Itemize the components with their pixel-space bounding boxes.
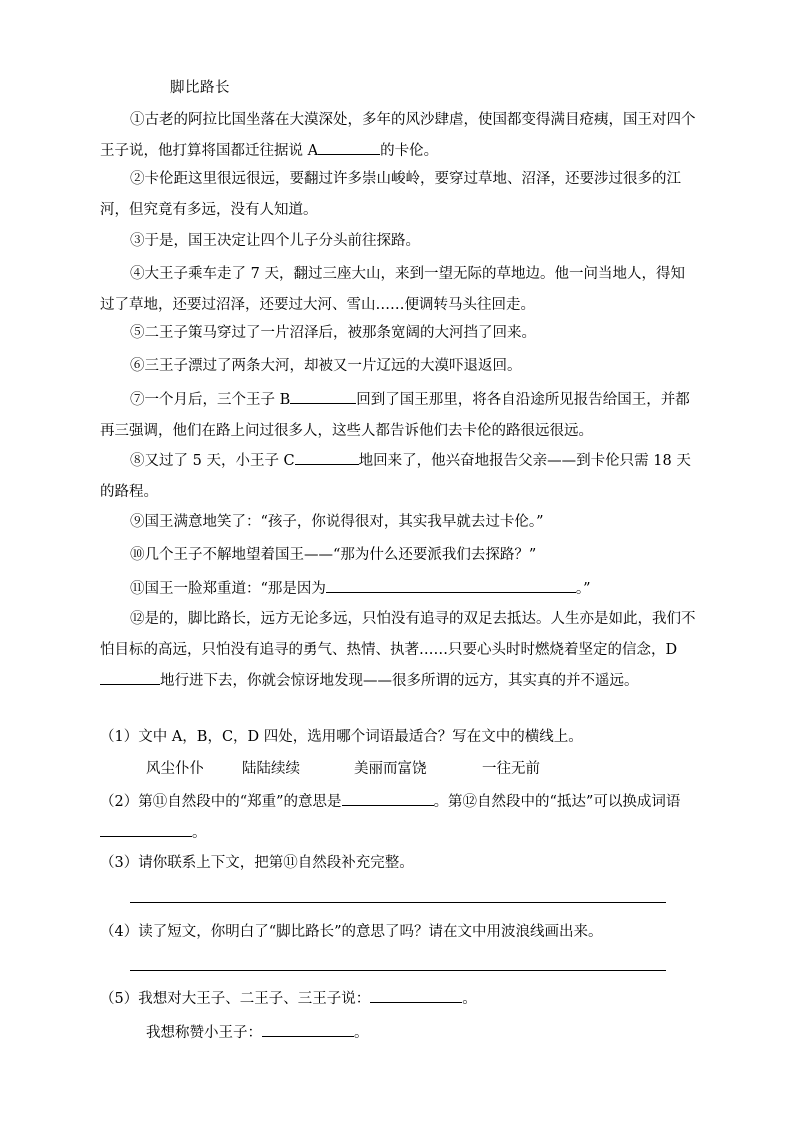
- question-5: （5）我想对大王子、二王子、三王子说： 。: [100, 984, 700, 1015]
- paragraph-2: ②卡伦距这里很远很远，要翻过许多崇山峻岭，要穿过草地、沼泽，还要涉过很多的江河，但究竟有多远，没有人知道。: [100, 171, 681, 218]
- blank-c[interactable]: [295, 449, 359, 465]
- paragraph-7: ⑦一个月后，三个王子 B 回到了国王那里，将各自沿途所见报告给国王，并都再三强调，他们在路上问过很多人，这些人都告诉他们去卡伦的路很远很远。: [100, 385, 696, 447]
- passage-title: 脚比路长: [170, 80, 230, 96]
- question-2: （2）第⑪自然段中的“郑重”的意思是 。第⑫自然段中的“抵达”可以换成词语。: [100, 787, 700, 849]
- paragraph-12: ⑫是的，脚比路长，远方无论多远，只怕没有追寻的双足去抵达。人生亦是如此，我们不怕目标的高远，只怕没有追寻的勇气、热情、执著……只要心头时时燃烧着坚定的信念，D地行进下去，你就会惊讶地发现——很多所谓的远方，其实真的并不遥远。: [100, 611, 696, 689]
- paragraph-3: ③于是，国王决定让四个儿子分头前往探路。: [130, 233, 420, 249]
- answer-line-question-3[interactable]: [130, 902, 666, 903]
- paragraph-9: ⑨国王满意地笑了：“孩子，你说得很对，其实我早就去过卡伦。”: [130, 514, 544, 530]
- question-5-second-line: 我想称赞小王子： 。: [146, 1018, 706, 1049]
- blank-b[interactable]: [290, 388, 356, 404]
- word-choice-4: 一往无前: [482, 761, 540, 777]
- word-choice-1: 风尘仆仆: [146, 761, 204, 777]
- paragraph-4: ④大王子乘车走了 7 天，翻过三座大山，来到一望无际的草地边。他一问当地人，得知过了草地，还要过沼泽，还要过大河、雪山……便调转马头往回走。: [100, 266, 685, 313]
- word-choice-2: 陆陆续续: [242, 761, 300, 777]
- paragraph-1: ①古老的阿拉比国坐落在大漠深处，多年的风沙肆虐，使国都变得满目疮痍，国王对四个王子说，他打算将国都迁往据说 A 的卡伦。: [100, 112, 696, 159]
- answer-blank-little-prince[interactable]: [262, 1021, 354, 1037]
- blank-a[interactable]: [318, 139, 380, 155]
- question-4: （4）读了短文，你明白了“脚比路长”的意思了吗？请在文中用波浪线画出来。: [100, 924, 603, 940]
- word-choice-3: 美丽而富饶: [354, 761, 427, 777]
- paragraph-5: ⑤二王子策马穿过了一片沼泽后，被那条宽阔的大河挡了回来。: [130, 325, 536, 341]
- answer-blank-three-princes[interactable]: [370, 987, 462, 1003]
- answer-blank-dida[interactable]: [100, 821, 192, 837]
- blank-d[interactable]: [100, 669, 160, 685]
- answer-line-question-4[interactable]: [130, 970, 666, 971]
- blank-paragraph-11[interactable]: [326, 577, 576, 593]
- question-1: （1）文中 A，B，C，D 四处，选用哪个词语最适合？写在文中的横线上。: [100, 729, 583, 745]
- paragraph-8: ⑧又过了 5 天，小王子 C 地回来了，他兴奋地报告父亲——到卡伦只需 18 天的路程。: [100, 446, 696, 508]
- paragraph-11: ⑪国王一脸郑重道：“那是因为 。”: [100, 574, 696, 605]
- paragraph-10: ⑩几个王子不解地望着国王——“那为什么还要派我们去探路？”: [130, 547, 537, 563]
- word-choices: [146, 757, 540, 781]
- question-3: （3）请你联系上下文，把第⑪自然段补充完整。: [100, 855, 414, 871]
- paragraph-6: ⑥三王子漂过了两条大河，却被又一片辽远的大漠吓退返回。: [130, 358, 522, 374]
- answer-blank-zhengzhong[interactable]: [342, 790, 434, 806]
